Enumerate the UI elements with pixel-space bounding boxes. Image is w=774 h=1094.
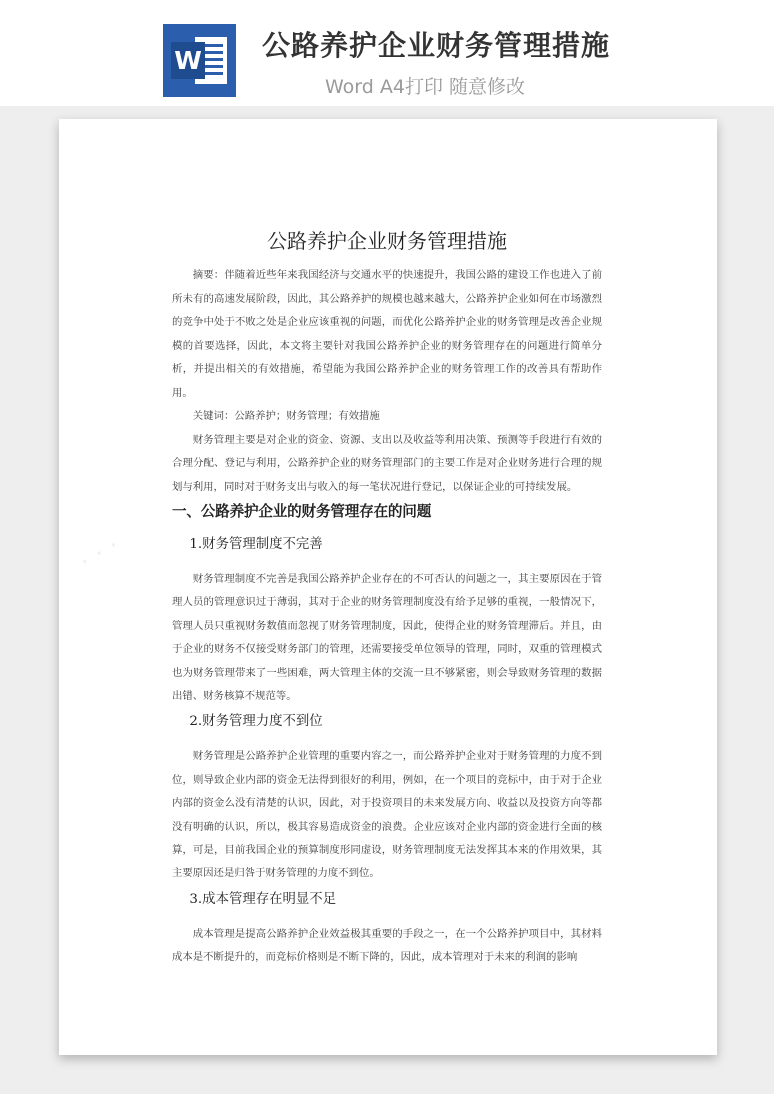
word-icon-letter: W <box>174 46 202 75</box>
subsection-heading-1: 1.财务管理制度不完善 <box>189 537 323 552</box>
header-banner <box>0 0 774 106</box>
word-document-icon <box>163 24 236 97</box>
watermark: · · · <box>74 530 126 578</box>
document-body <box>172 225 602 970</box>
document-title: 公路养护企业财务管理措施 <box>267 229 507 253</box>
subsection-paragraph-2: 财务管理是公路养护企业管理的重要内容之一，而公路养护企业对于财务管理的力度不到位，则导致企业内部的资金无法得到很好的利用，例如，在一个项目的竞标中，由于对于企业内部的资金么没有清楚的认识，因此，对于投资项目的未来发展方向、收益以及投资方向等都没有明确的认识，所以，极其容易造成资金的浪费。企业应该对企业内部的资金进行全面的核算，可是，目前我国企业的预算制度形同虚设，财务管理制度无法发挥其本来的作用效果，其主要原因还是归咎于财务管理的力度不到位。 <box>172 750 602 880</box>
document-page <box>59 119 717 1055</box>
subsection-paragraph-3: 成本管理是提高公路养护企业效益极其重要的手段之一，在一个公路养护项目中，其材料成本是不断提升的，而竞标价格则是不断下降的，因此，成本管理对于未来的利润的影响 <box>172 927 602 964</box>
keywords-paragraph: 关键词：公路养护；财务管理；有效措施 <box>192 410 380 422</box>
subsection-paragraph-1: 财务管理制度不完善是我国公路养护企业存在的不可否认的问题之一，其主要原因在于管理人员的管理意识过于薄弱，其对于企业的财务管理制度没有给予足够的重视，一般情况下，管理人员只重视财务数值而忽视了财务管理制度，因此，使得企业的财务管理滞后。并且，由于企业的财务不仅接受财务部门的管理，还需要接受单位领导的管理，同时，双重的管理模式也为财务管理带来了一些困难，两大管理主体的交流一旦不够紧密，则会导致财务管理的数据出错、财务核算不规范等。 <box>172 573 602 703</box>
banner-subtitle: Word A4打印 随意修改 <box>325 76 526 98</box>
abstract-paragraph: 摘要：伴随着近些年来我国经济与交通水平的快速提升，我国公路的建设工作也进入了前所未有的高速发展阶段，因此，其公路养护的规模也越来越大，公路养护企业如何在市场激烈的竞争中处于不败之处是企业应该重视的问题，而优化公路养护企业的财务管理是改善企业规模的首要选择，因此，本文将主要针对我国公路养护企业的财务管理存在的问题进行简单分析，并提出相关的有效措施，希望能为我国公路养护企业的财务管理工作的改善具有帮助作用。 <box>172 269 602 399</box>
intro-paragraph: 财务管理主要是对企业的资金、资源、支出以及收益等利用决策、预测等手段进行有效的合理分配、登记与利用，公路养护企业的财务管理部门的主要工作是对企业财务进行合理的规划与利用，同时对于财务支出与收入的每一笔状况进行登记，以保证企业的可持续发展。 <box>172 433 602 493</box>
subsection-heading-3: 3.成本管理存在明显不足 <box>189 891 337 907</box>
section-heading: 一、公路养护企业的财务管理存在的问题 <box>172 503 432 520</box>
subsection-heading-2: 2.财务管理力度不到位 <box>189 714 323 730</box>
banner-title: 公路养护企业财务管理措施 <box>262 29 611 62</box>
